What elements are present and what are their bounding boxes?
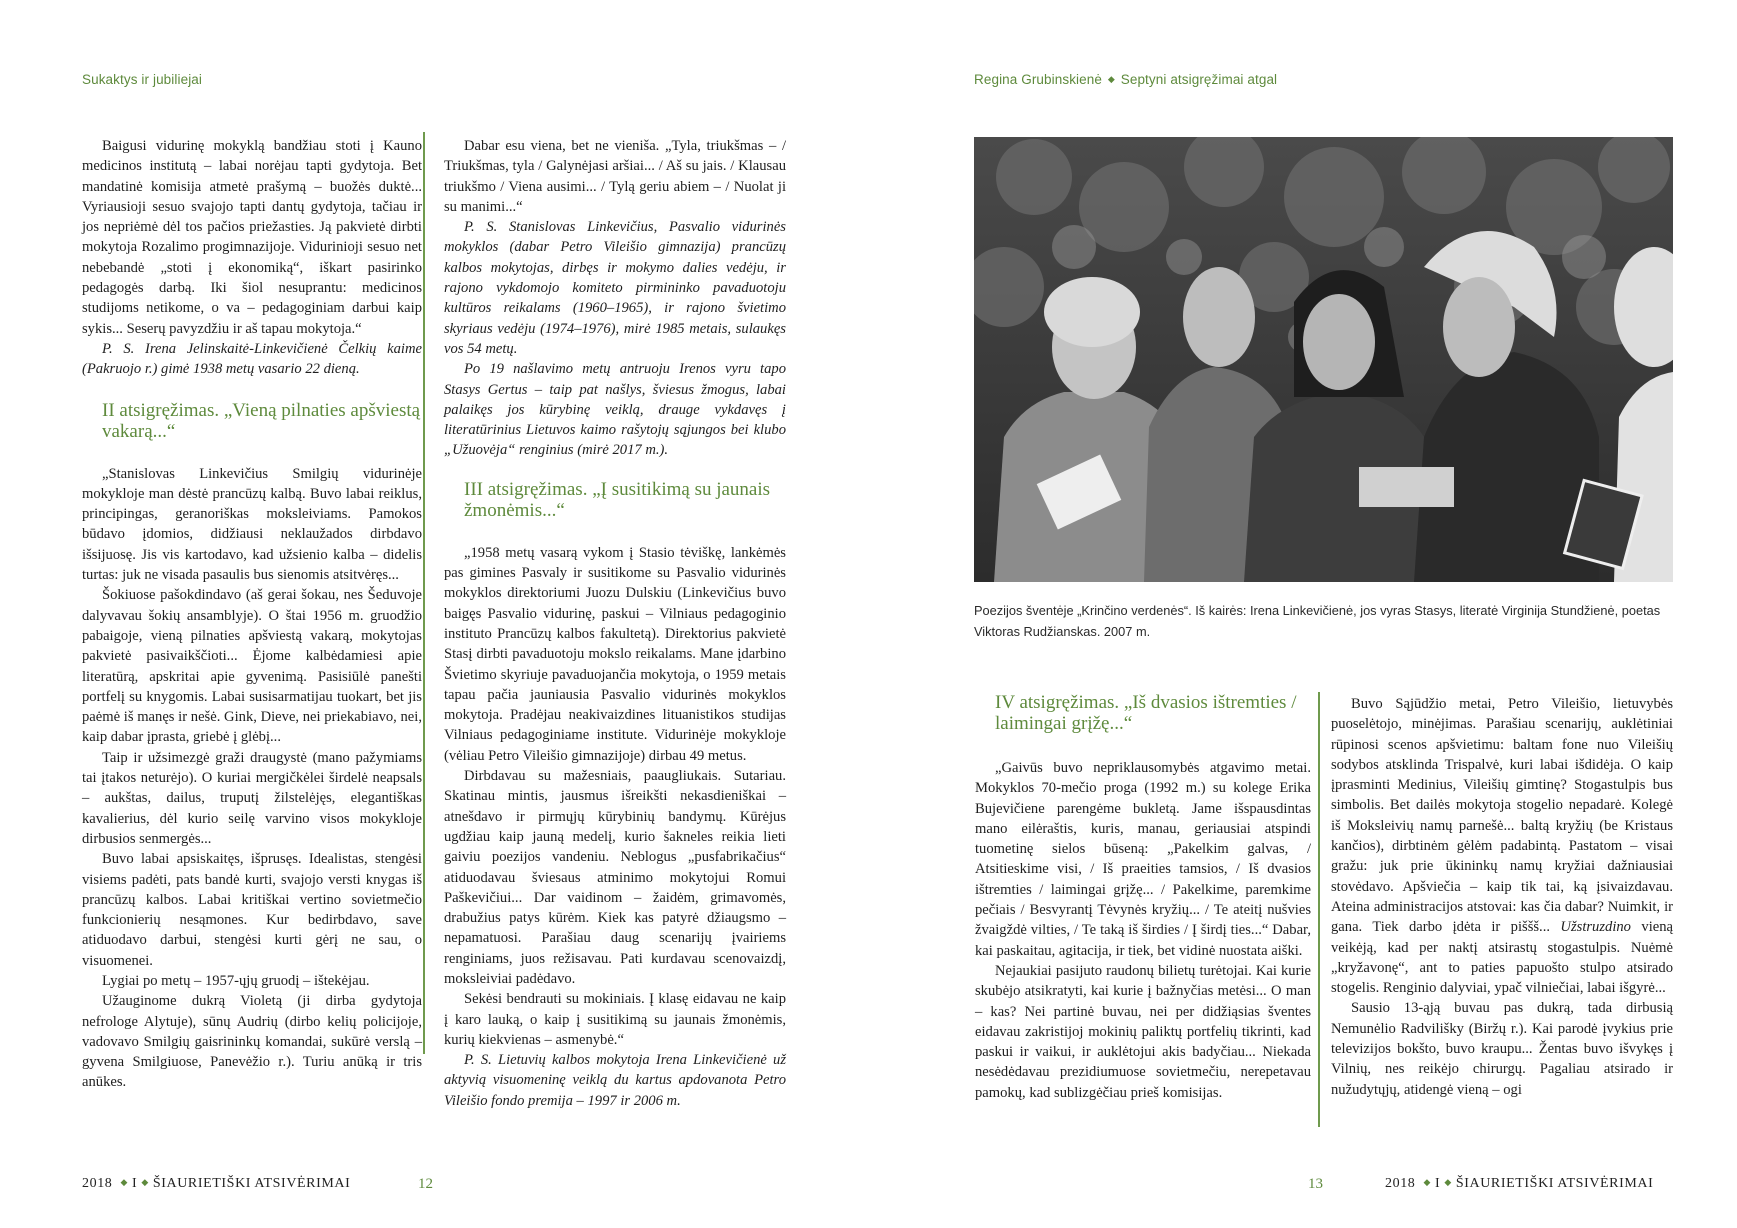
paragraph: Sekėsi bendrauti su mokiniais. Į klasę eidavau ne kaip į karo lauką, o kaip į susitikimą su jaunais žmonėmis, kurių kiekvienas – asmenybė.“	[444, 991, 786, 1048]
section-heading-iii: III atsigręžimas. „Į susitikimą su jaunais žmonėmis...“	[464, 478, 771, 521]
footer-right	[1385, 1176, 1653, 1192]
footer-year: 2018	[1385, 1176, 1416, 1191]
paragraph: Nejaukiai pasijuto raudonų bilietų turėtojai. Kai kurie skubėjo atsikratyti, kai kurie į bažnyčias metėsi... O man – kas? Nei partinė buvau, nei per didžiąsias šventes eidavau zakristijoj mokinių paliktų portfelių tikrinti, kad paskui ir vaikui, ir auklėtojui akis badyčiau... Niekada nesėdėdavau prezidiumuose sovietmečiu, nerepetavau pamokų, kad sublizgėčiau prieš komisijas.	[975, 962, 1311, 1101]
paragraph-text: Buvo Sąjūdžio metai, Petro Vileišio, lietuvybės puoselėtojo, minėjimas. Parašiau scenarijų, auklėtiniai rūpinosi scenos apšvietimu: baltam fone nuo Vileišių sodybos atsklinda Trispalvė, kuri labai išdidėja. O kaip įprasminti Medinius, Vileišių gimtinę? Stogastulpis bus simbolis. Bet dailės mokytoja stogelio nepadarė. Kolegė iš Moksleivių namų parnešė... baltą kryžių (be Kristaus kančios), dirbtinėm gėlėm padabintą. Pastatom – visai gražu: juk prie ūkininkų namų kryžiai dažniausiai stovėdavo. Apšviečia – kaip tik tai, ką įsivaizdavau. Ateina administracijos atstovai: kas čia dabar? Nuimkit, ir gana. Tiek darbo įdėta ir piššš...	[1331, 696, 1673, 936]
section-heading-ii: II atsigręžimas. „Vieną pilnaties apšviestą vakarą...“	[102, 399, 421, 442]
paragraph-text: vieną veikėją, kad per naktį atsirastų stogastulpis. Nuėmė „kryžavonę“, ant to paties papuošto stulpo atsirado stogelis. Renginio dalyviai, ypač vilniečiai, labai išgyrė...	[1331, 919, 1673, 997]
photo-caption: Poezijos šventėje „Krinčino verdenės“. Iš kairės: Irena Linkevičienė, jos vyras Stasys, literatė Virginija Stundžienė, poetas Viktoras Rudžianskas. 2007 m.	[974, 603, 1661, 639]
italic-word: Užstruzdino	[1560, 919, 1631, 936]
diamond-icon: ◆	[1423, 1177, 1432, 1187]
photo-illustration	[974, 137, 1673, 582]
left-column-1	[82, 136, 422, 1093]
paragraph: „1958 metų vasarą vykom į Stasio tėviškę, lankėmės pas gimines Pasvaly ir susitikome su Pasvalio vidurinės mokyklos direktoriumi Juozu Dulskiu (Linkevičius buvo baigęs Pasvalio vidurinę, paskui – Vilniaus pedagoginio instituto Prancūzų kalbos fakultetą). Direktorius pakvietė Stasį dirbti pavaduotoju mokslo reikalams. Mane įdarbino Švietimo skyriuje pavaduojančia mokytoja, o 1959 metais tapau pačia jauniausia Pasvalio vidurinės mokyklos mokytoja. Pradėjau neakivaizdines lituanistikos studijas Vilniaus pedagoginiame institute. Vidurinėje mokykloje (vėliau Petro Vileišio gimnazijoje) dirbau 49 metus.	[444, 544, 786, 764]
paragraph: Šokiuose pašokdindavo (aš gerai šokau, nes Šeduvoje dalyvavau šokių ansamblyje). O štai 1956 m. gruodžio pabaigoje, vieną pilnaties apšviestą vakarą, mokytojas pakvietė pasivaikščioti... Ėjome kalbėdamiesi apie literatūrą, apskritai apie gyvenimą. Pasisiūlė panešti portfelį su knygomis. Labai susisarmatijau tuokart, bet jis paėmė iš manęs ir nešė. Gink, Dieve, nei priekabiavo, nei, kaip dabar įprasta, griebė į glėbį...	[82, 587, 422, 746]
footer-journal: ŠIAURIETIŠKI ATSIVĖRIMAI	[152, 1176, 351, 1191]
left-page	[0, 0, 868, 1228]
footer-journal: ŠIAURIETIŠKI ATSIVĖRIMAI	[1455, 1176, 1654, 1191]
running-head-title: Septyni atsigręžimai atgal	[1120, 72, 1278, 87]
paragraph: Taip ir užsimezgė graži draugystė (mano pažymiams tai įtakos neturėjo). O kuriai mergičkėlei širdelė neapsals – aukštas, dailus, truputį žilstelėjęs, elegantiškas kavalierius, dėl kurio seilę varvino visos mokykloje dirbusios senmergės...	[82, 749, 422, 847]
footer-left	[82, 1176, 350, 1192]
paragraph: Lygiai po metų – 1957-ųjų gruodį – ištekėjau.	[102, 972, 370, 989]
page-number-left: 12	[418, 1176, 433, 1192]
diamond-icon: ◆	[120, 1177, 129, 1187]
paragraph	[1331, 694, 1673, 998]
ps-note: P. S. Lietuvių kalbos mokytoja Irena Linkevičienė už aktyvią visuomeninę veiklą du kartus apdovanota Petro Vileišio fondo premija – 1997 ir 2006 m.	[444, 1052, 786, 1109]
paragraph: Baigusi vidurinę mokyklą bandžiau stoti į Kauno medicinos institutą – labai norėjau tapti gydytoja. Bet mandatinė komisija atmetė prašymą – buožės duktė... Vyriausioji sesuo svajojo tapti dantų gydytoja, tačiau ir jos nepriėmė dėl tos pačios priežasties. Ją pakvietė dirbti mokytoja Rozalimo progimnazijoje. Vidurinioji sesuo net nebebandė „stoti į ekonomiką“, iškart pasirinko pedagogės darbą. Iki šiol nesuprantu: medicinos studijoms netikome, o va – pedagoginiam darbui kaip sykis... Seserų pavyzdžiu ir aš tapau mokytoja.“	[82, 138, 422, 337]
paragraph: Sausio 13-ąją buvau pas dukrą, tada dirbusią Nemunėlio Radvilišky (Biržų r.). Kai parodė įvykius prie televizijos bokšto, buvo kraupu... Žentas buvo išvykęs į Vilnių, nes reikėjo chirurgų. Pagaliau atsirado ir nužudytųjų, atidengė vieną – ogi	[1331, 1000, 1673, 1098]
page-number-right: 13	[1308, 1176, 1323, 1192]
paragraph: Dabar esu viena, bet ne vieniša. „Tyla, triukšmas – / Triukšmas, tyla / Galynėjasi aršiai... / Aš su jais. / Klausau triukšmo / Viena ausimi... / Tylą geriu abiem – / Nuolat ji su manimi...“	[444, 138, 786, 215]
diamond-icon: ◆	[1444, 1177, 1452, 1187]
left-column-2	[444, 136, 786, 1111]
article-photo	[974, 137, 1673, 582]
paragraph: „Gaivūs buvo nepriklausomybės atgavimo metai. Mokyklos 70-mečio proga (1992 m.) su kolege Erika Bujevičiene parengėme bukletą. Jame išspausdintas mano eilėraštis, kuris, manau, geriausiai atspindi tuometinę sielos būseną: „Pakelkim galvas, / Atsitieskime visi, / Iš praeities tamsios, / Iš dvasios ištremties / laimingai grįžę... / Pakelkime, paremkime pečiais / Besvyrantį Tėvynės kryžių... / Te ateitį nušvies žvaigždė vilties, / Te taką iš širdies / Į širdį ties...“ Dabar, kai paskaitau, agitacija, ir tiek, bet vidinė nuostata aiški.	[975, 760, 1311, 959]
paragraph: Buvo labai apsiskaitęs, išprusęs. Idealistas, stengėsi visiems padėti, pats bandė kurti, svajojo versti knygas iš prancūzų kalbos. Labai kritiškai vertino sovietmečio funkcionierių nesąmones. Kur bedirbdavo, save atiduodavo darbui, stengėsi kurti gėrį ne sau, o visuomenei.	[82, 851, 422, 969]
paragraph: Dirbdavau su mažesniais, paaugliukais. Sutariau. Skatinau mintis, jausmus išreikšti nekasdieniškai – atnešdavo ir pirmųjų kūrybinių bandymų. Kūrėjus ugdžiau kaip jauną medelį, kurio šakneles reikia lieti gaiviu poezijos vandeniu. Neblogus „pusfabrikačius“ atiduodavau šviesaus atminimo mokytojui Romui Paškevičiui... Dar vaidinom – žaidėm, grimavomės, drabužius patys kūrėm. Kiek kas patyrė džiaugsmo – nepamatuosi. Parašiau daug scenarijų įvairiems renginiams, juos režisavau. Pati kurdavau scenovaizdį, moksleiviai padėdavo.	[444, 768, 786, 987]
running-head-right	[974, 72, 1277, 87]
right-column-1	[975, 692, 1311, 1103]
diamond-icon: ◆	[1107, 74, 1115, 84]
running-head-left: Sukaktys ir jubiliejai	[82, 72, 202, 87]
diamond-icon: ◆	[141, 1177, 149, 1187]
paragraph: „Stanislovas Linkevičius Smilgių vidurinėje mokykloje man dėstė prancūzų kalbą. Buvo labai reiklus, principingas, geranoriškas moksleiviams. Pamokos būdavo įdomios, didžiausi neklaužados dirbdavo išsijuosę. Jis vis kartodavo, kad užsienio kalba – didelis turtas: juk ne visada pasaulis bus sienomis atsitvėręs...	[82, 465, 422, 584]
column-divider	[423, 132, 425, 1054]
ps-note: P. S. Irena Jelinskaitė-Linkevičienė Čelkių kaime (Pakruojo r.) gimė 1938 metų vasario 22 dieną.	[82, 340, 422, 378]
section-heading-iv: IV atsigręžimas. „Iš dvasios ištremties / laimingai grįžę...“	[995, 692, 1297, 734]
ps-note: Po 19 našlavimo metų antruoju Irenos vyru tapo Stasys Gertus – taip pat našlys, šviesus žmogus, labai palaikęs jos kūrybinę veiklą, drauge vykdavęs į literatūrinius Lietuvos kaimo rašytojų sąjungos bei klubo „Užuovėja“ renginius (mirė 2017 m.).	[444, 361, 786, 459]
footer-issue: I	[1435, 1176, 1441, 1191]
paragraph: Užauginome dukrą Violetą (ji dirba gydytoja nefrologe Alytuje), sūnų Audrių (dirbo kelių policijoje, vadovavo Smilgių gaisrininkų komandai, sukūrė verslą – gyvena Smilgiuose, Panevėžio r.). Turiu anūką ir tris anūkes.	[82, 993, 422, 1091]
running-head-author: Regina Grubinskienė	[974, 72, 1102, 87]
ps-note: P. S. Stanislovas Linkevičius, Pasvalio vidurinės mokyklos (dabar Petro Vileišio gimnazija) prancūzų kalbos mokytojas, dirbęs ir mokymo dalies vedėju, ir rajono vykdomojo komiteto pirmininko pavaduotoju kultūros reikalams (1960–1965), ir rajono švietimo skyriaus vedėju (1974–1976), mirė 1985 metais, sulaukęs vos 54 metų.	[444, 219, 786, 357]
footer-year: 2018	[82, 1176, 113, 1191]
right-column-2	[1331, 694, 1673, 1100]
footer-issue: I	[132, 1176, 138, 1191]
column-divider	[1318, 692, 1320, 1127]
